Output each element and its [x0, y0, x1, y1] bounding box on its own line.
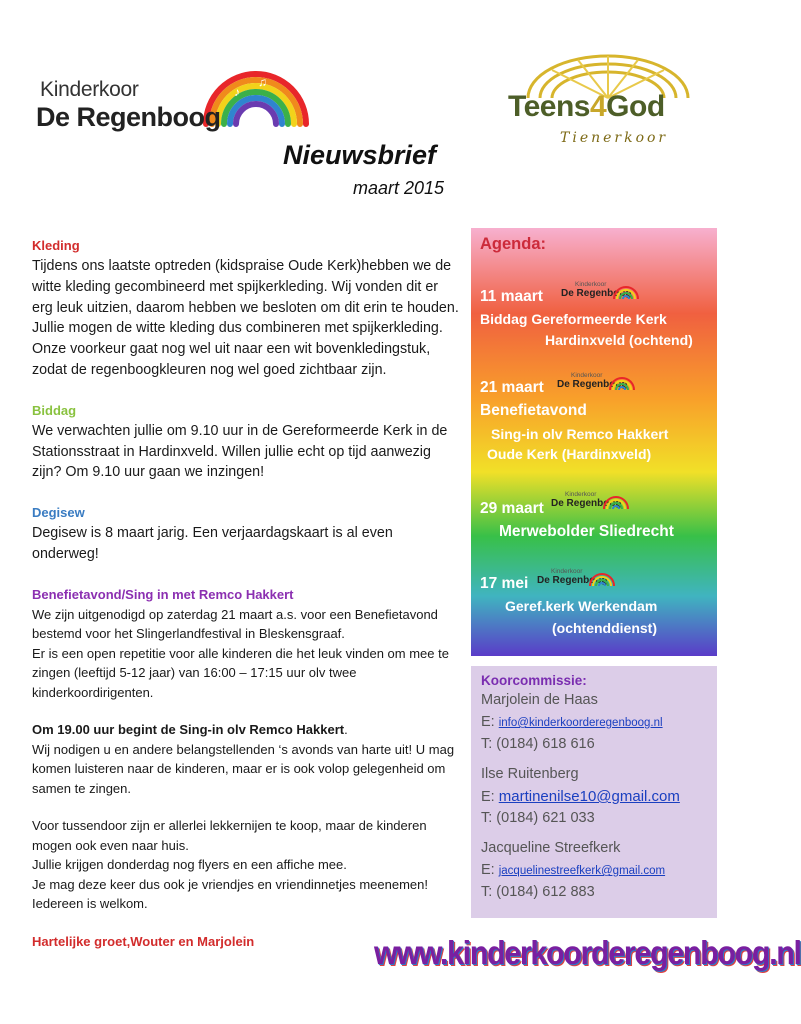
agenda-line-3a: Merwebolder Sliedrecht [499, 523, 674, 540]
degisew-body: Degisew is 8 maart jarig. Een verjaardagskaart is al even onderweg! [32, 525, 393, 562]
agenda-line-4a: Geref.kerk Werkendam [505, 598, 658, 614]
teens4god-logo [500, 52, 710, 152]
kleding-body: Tijdens ons laatste optreden (kidspraise Oude Kerk)hebben we de witte kleding gecombineerd met spijkerkleding. Wij vonden dit er erg leuk uitzien, daarom hebben we besloten om dit erin te houden. Jullie mogen de witte kleding dus combineren met spijkerkleding. Onze voorkeur gaat nog wel uit naar een wit bovenkledingstuk, zodat de regenboogkleuren nog wel goed zichtbaar zijn. [32, 258, 459, 378]
contact-name-3: Jacqueline Streefkerk [481, 840, 621, 856]
email-prefix: E: [481, 789, 495, 805]
mini-logo-kinderkoor: Kinderkoor [571, 372, 603, 379]
biddag-body: We verwachten jullie om 9.10 uur in de Gereformeerde Kerk in de Stationsstraat in Hardinxveld. Willen jullie echt op tijd aanwezig zijn? Om 9.10 uur gaan we inzingen! [32, 422, 448, 481]
mini-rainbow-icon [601, 490, 631, 510]
logo-regenboog-text: De Regenboog [36, 102, 221, 132]
agenda-line-1a: Biddag Gereformeerde Kerk [480, 311, 667, 327]
teens4god-wordmark [508, 90, 665, 124]
contact-phone-3: T: (0184) 612 883 [481, 884, 595, 900]
heading-benefietavond: Benefietavond/Sing in met Remco Hakkert [32, 586, 294, 602]
contact-title: Koorcommissie: [481, 673, 587, 688]
email-prefix: E: [481, 862, 495, 878]
mini-logo-regenboog: De Regenboog [551, 498, 622, 509]
agenda-line-2b: Sing-in olv Remco Hakkert [491, 426, 669, 442]
contact-email-row-1 [481, 714, 663, 730]
contact-email-2[interactable]: martinenilse10@gmail.com [498, 788, 680, 805]
agenda-panel [471, 228, 717, 656]
mini-logo-kinderkoor: Kinderkoor [565, 491, 597, 498]
benefiet-p1: We zijn uitgenodigd op zaterdag 21 maart a.s. voor een Benefietavond bestemd voor het Slingerlandfestival in Bleskensgraaf. [32, 606, 438, 642]
mini-logo-regenboog: De Regenboog [557, 379, 628, 390]
kinderkoor-logo [36, 62, 286, 142]
agenda-line-4b: (ochtenddienst) [552, 620, 657, 636]
agenda-date-4: 17 mei [480, 575, 529, 592]
contact-phone-1: T: (0184) 618 616 [481, 736, 595, 752]
mini-logo-kinderkoor: Kinderkoor [575, 281, 607, 288]
mini-rainbow-icon [611, 280, 641, 300]
main-column [32, 236, 460, 952]
contact-name-2: Ilse Ruitenberg [481, 766, 579, 782]
mini-logo-regenboog: De Regenboog [561, 288, 632, 299]
logo-kinderkoor-text: Kinderkoor [40, 78, 139, 101]
benefiet-p5: Voor tussendoor zijn er allerlei lekkernijen te koop, maar de kinderen mogen ook even naar huis. [32, 818, 427, 853]
website-url[interactable]: www.kinderkoorderegenboog.nl [374, 934, 801, 971]
closing-greeting: Hartelijke groet,Wouter en Marjolein [32, 933, 255, 949]
koorcommissie-panel [471, 666, 717, 918]
contact-email-row-2 [481, 788, 680, 805]
agenda-line-2c: Oude Kerk (Hardinxveld) [487, 446, 652, 462]
mini-logo-kinderkoor: Kinderkoor [551, 568, 583, 575]
contact-name-1: Marjolein de Haas [481, 692, 598, 708]
agenda-date-2: 21 maart [480, 379, 544, 396]
svg-text:♫: ♫ [258, 75, 267, 89]
benefiet-p7: Je mag deze keer dus ook je vriendjes en vriendinnetjes meenemen! Iedereen is welkom. [32, 876, 429, 912]
mini-rainbow-icon [587, 567, 617, 587]
mini-logo-3 [551, 490, 631, 516]
logo-four-text: 4 [589, 90, 607, 123]
mini-logo-2 [557, 371, 637, 397]
mini-logo-4 [537, 567, 617, 593]
benefiet-p4: Wij nodigen u en andere belangstellenden ‘s avonds van harte uit! U mag komen luisteren naar de kinderen, maar er is ook volop gelegenheid om samen te zingen. [32, 741, 455, 796]
benefiet-p3 [32, 720, 460, 740]
agenda-title: Agenda: [480, 235, 546, 253]
benefiet-p6: Jullie krijgen donderdag nog flyers en een affiche mee. [32, 857, 347, 873]
newsletter-title: Nieuwsbrief [283, 140, 437, 170]
heading-biddag: Biddag [32, 402, 77, 418]
contact-email-3[interactable]: jacquelinestreefkerk@gmail.com [498, 865, 666, 877]
newsletter-date: maart 2015 [353, 178, 445, 198]
mini-logo-1 [561, 280, 641, 306]
agenda-line-1b: Hardinxveld (ochtend) [545, 332, 693, 348]
email-prefix: E: [481, 714, 495, 730]
agenda-date-1: 11 maart [480, 288, 543, 305]
mini-logo-regenboog: De Regenboog [537, 575, 608, 586]
logo-tienerkoor-text: Tienerkoor [560, 130, 669, 146]
mini-rainbow-icon [607, 371, 637, 391]
logo-god-text: God [606, 90, 665, 123]
contact-email-row-3 [481, 862, 665, 878]
contact-phone-2: T: (0184) 621 033 [481, 810, 595, 826]
sing-in-time-end: . [344, 722, 348, 738]
heading-kleding: Kleding [32, 238, 80, 253]
logo-teens-text: Teens [508, 90, 590, 123]
agenda-line-2a: Benefietavond [480, 402, 587, 419]
sing-in-time: Om 19.00 uur begint de Sing-in olv Remco Hakkert [32, 722, 345, 738]
agenda-date-3: 29 maart [480, 500, 544, 517]
heading-degisew: Degisew [32, 505, 85, 521]
svg-text:♪: ♪ [234, 85, 240, 99]
benefiet-p2: Er is een open repetitie voor alle kinderen die het leuk vinden om mee te zingen (leeftijd 5-12 jaar) van 16:00 – 17:15 uur olv twee kinderkoordirigenten. [32, 645, 449, 700]
contact-email-1[interactable]: info@kinderkoorderegenboog.nl [498, 717, 663, 729]
